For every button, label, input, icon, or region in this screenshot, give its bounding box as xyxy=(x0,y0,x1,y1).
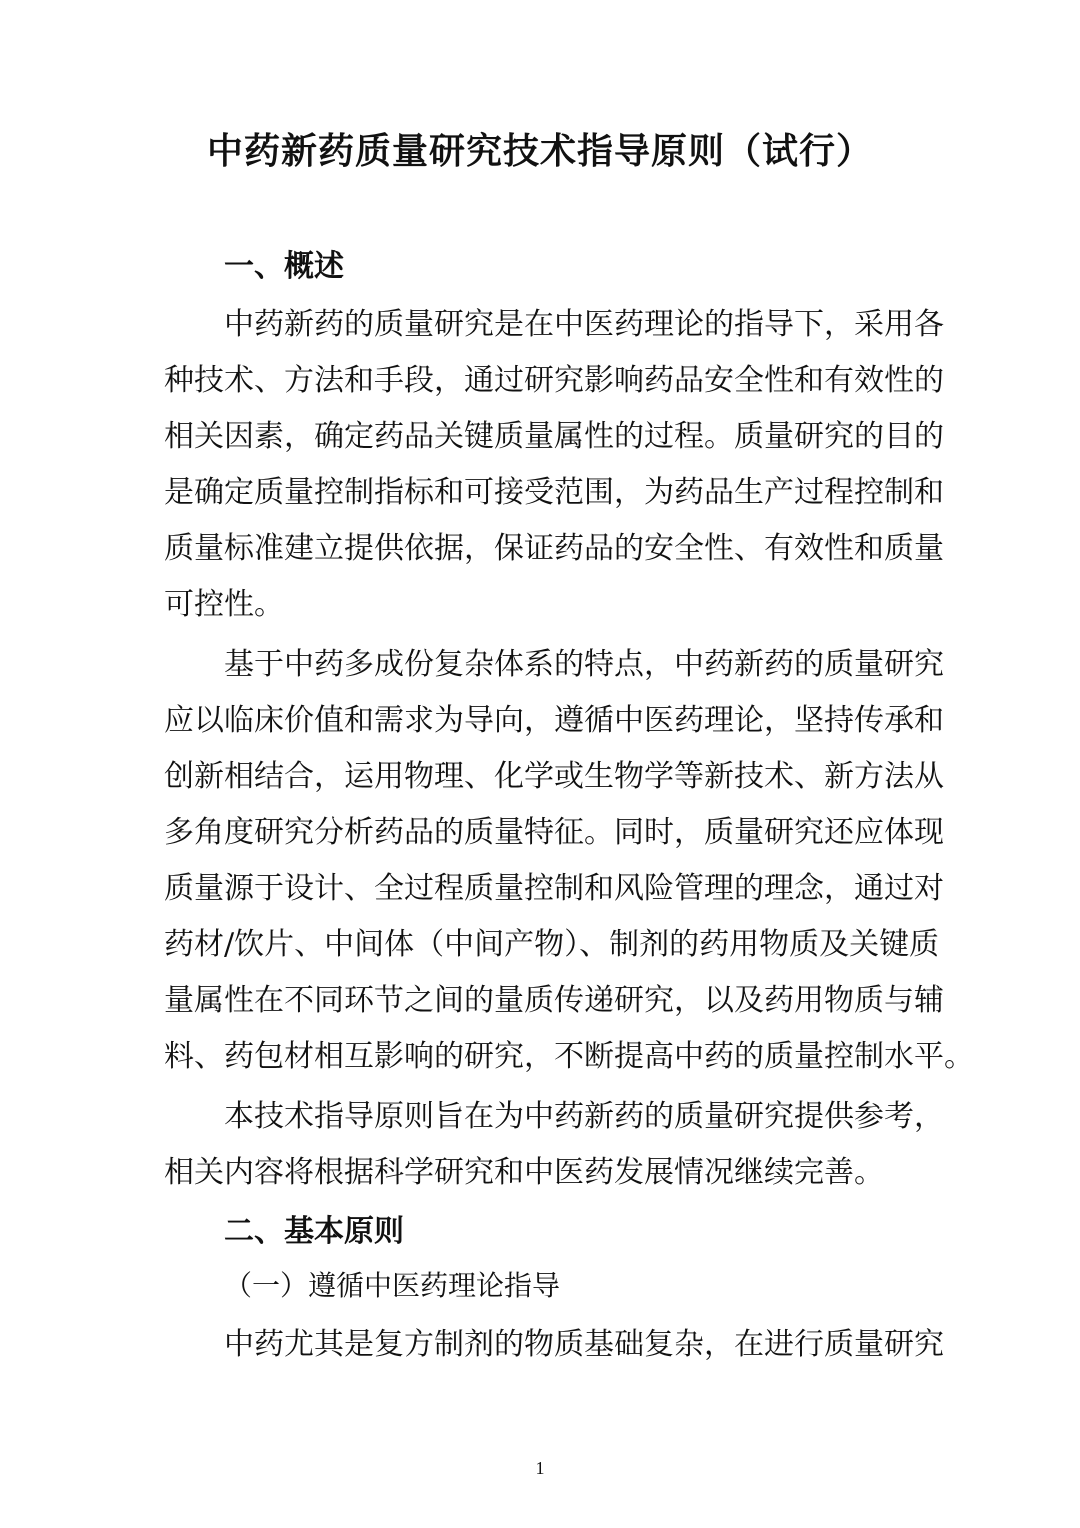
paragraph-line: 创新相结合，运用物理、化学或生物学等新技术、新方法从 xyxy=(164,759,944,794)
paragraph-line: 应以临床价值和需求为导向，遵循中医药理论，坚持传承和 xyxy=(164,703,944,738)
paragraph-line: 中药新药的质量研究是在中医药理论的指导下，采用各 xyxy=(224,307,944,342)
paragraph-line: 中药尤其是复方制剂的物质基础复杂，在进行质量研究 xyxy=(224,1327,944,1362)
paragraph-line: 种技术、方法和手段，通过研究影响药品安全性和有效性的 xyxy=(164,363,944,398)
paragraph-line: 质量标准建立提供依据，保证药品的安全性、有效性和质量 xyxy=(164,531,944,566)
section-heading-overview: 一、概述 xyxy=(224,249,344,284)
paragraph-line: 质量源于设计、全过程质量控制和风险管理的理念，通过对 xyxy=(164,871,944,906)
paragraph-line: 相关因素，确定药品关键质量属性的过程。质量研究的目的 xyxy=(164,419,944,454)
paragraph-line: 多角度研究分析药品的质量特征。同时，质量研究还应体现 xyxy=(164,815,944,850)
paragraph-line: 基于中药多成份复杂体系的特点，中药新药的质量研究 xyxy=(224,647,944,682)
paragraph-line: 本技术指导原则旨在为中药新药的质量研究提供参考， xyxy=(224,1099,944,1134)
page-number: 1 xyxy=(535,1458,545,1478)
document-title: 中药新药质量研究技术指导原则（试行） xyxy=(206,131,873,172)
paragraph-line: 药材/饮片、中间体（中间产物）、制剂的药用物质及关键质 xyxy=(164,927,940,962)
paragraph-line: 相关内容将根据科学研究和中医药发展情况继续完善。 xyxy=(164,1155,884,1190)
paragraph-line: 是确定质量控制指标和可接受范围，为药品生产过程控制和 xyxy=(164,475,944,510)
section-heading-principles: 二、基本原则 xyxy=(224,1214,404,1249)
paragraph-line: 量属性在不同环节之间的量质传递研究，以及药用物质与辅 xyxy=(164,983,944,1018)
subsection-heading: （一）遵循中医药理论指导 xyxy=(224,1269,561,1302)
paragraph-line: 料、药包材相互影响的研究，不断提高中药的质量控制水平。 xyxy=(164,1039,974,1074)
paragraph-line: 可控性。 xyxy=(164,587,284,622)
